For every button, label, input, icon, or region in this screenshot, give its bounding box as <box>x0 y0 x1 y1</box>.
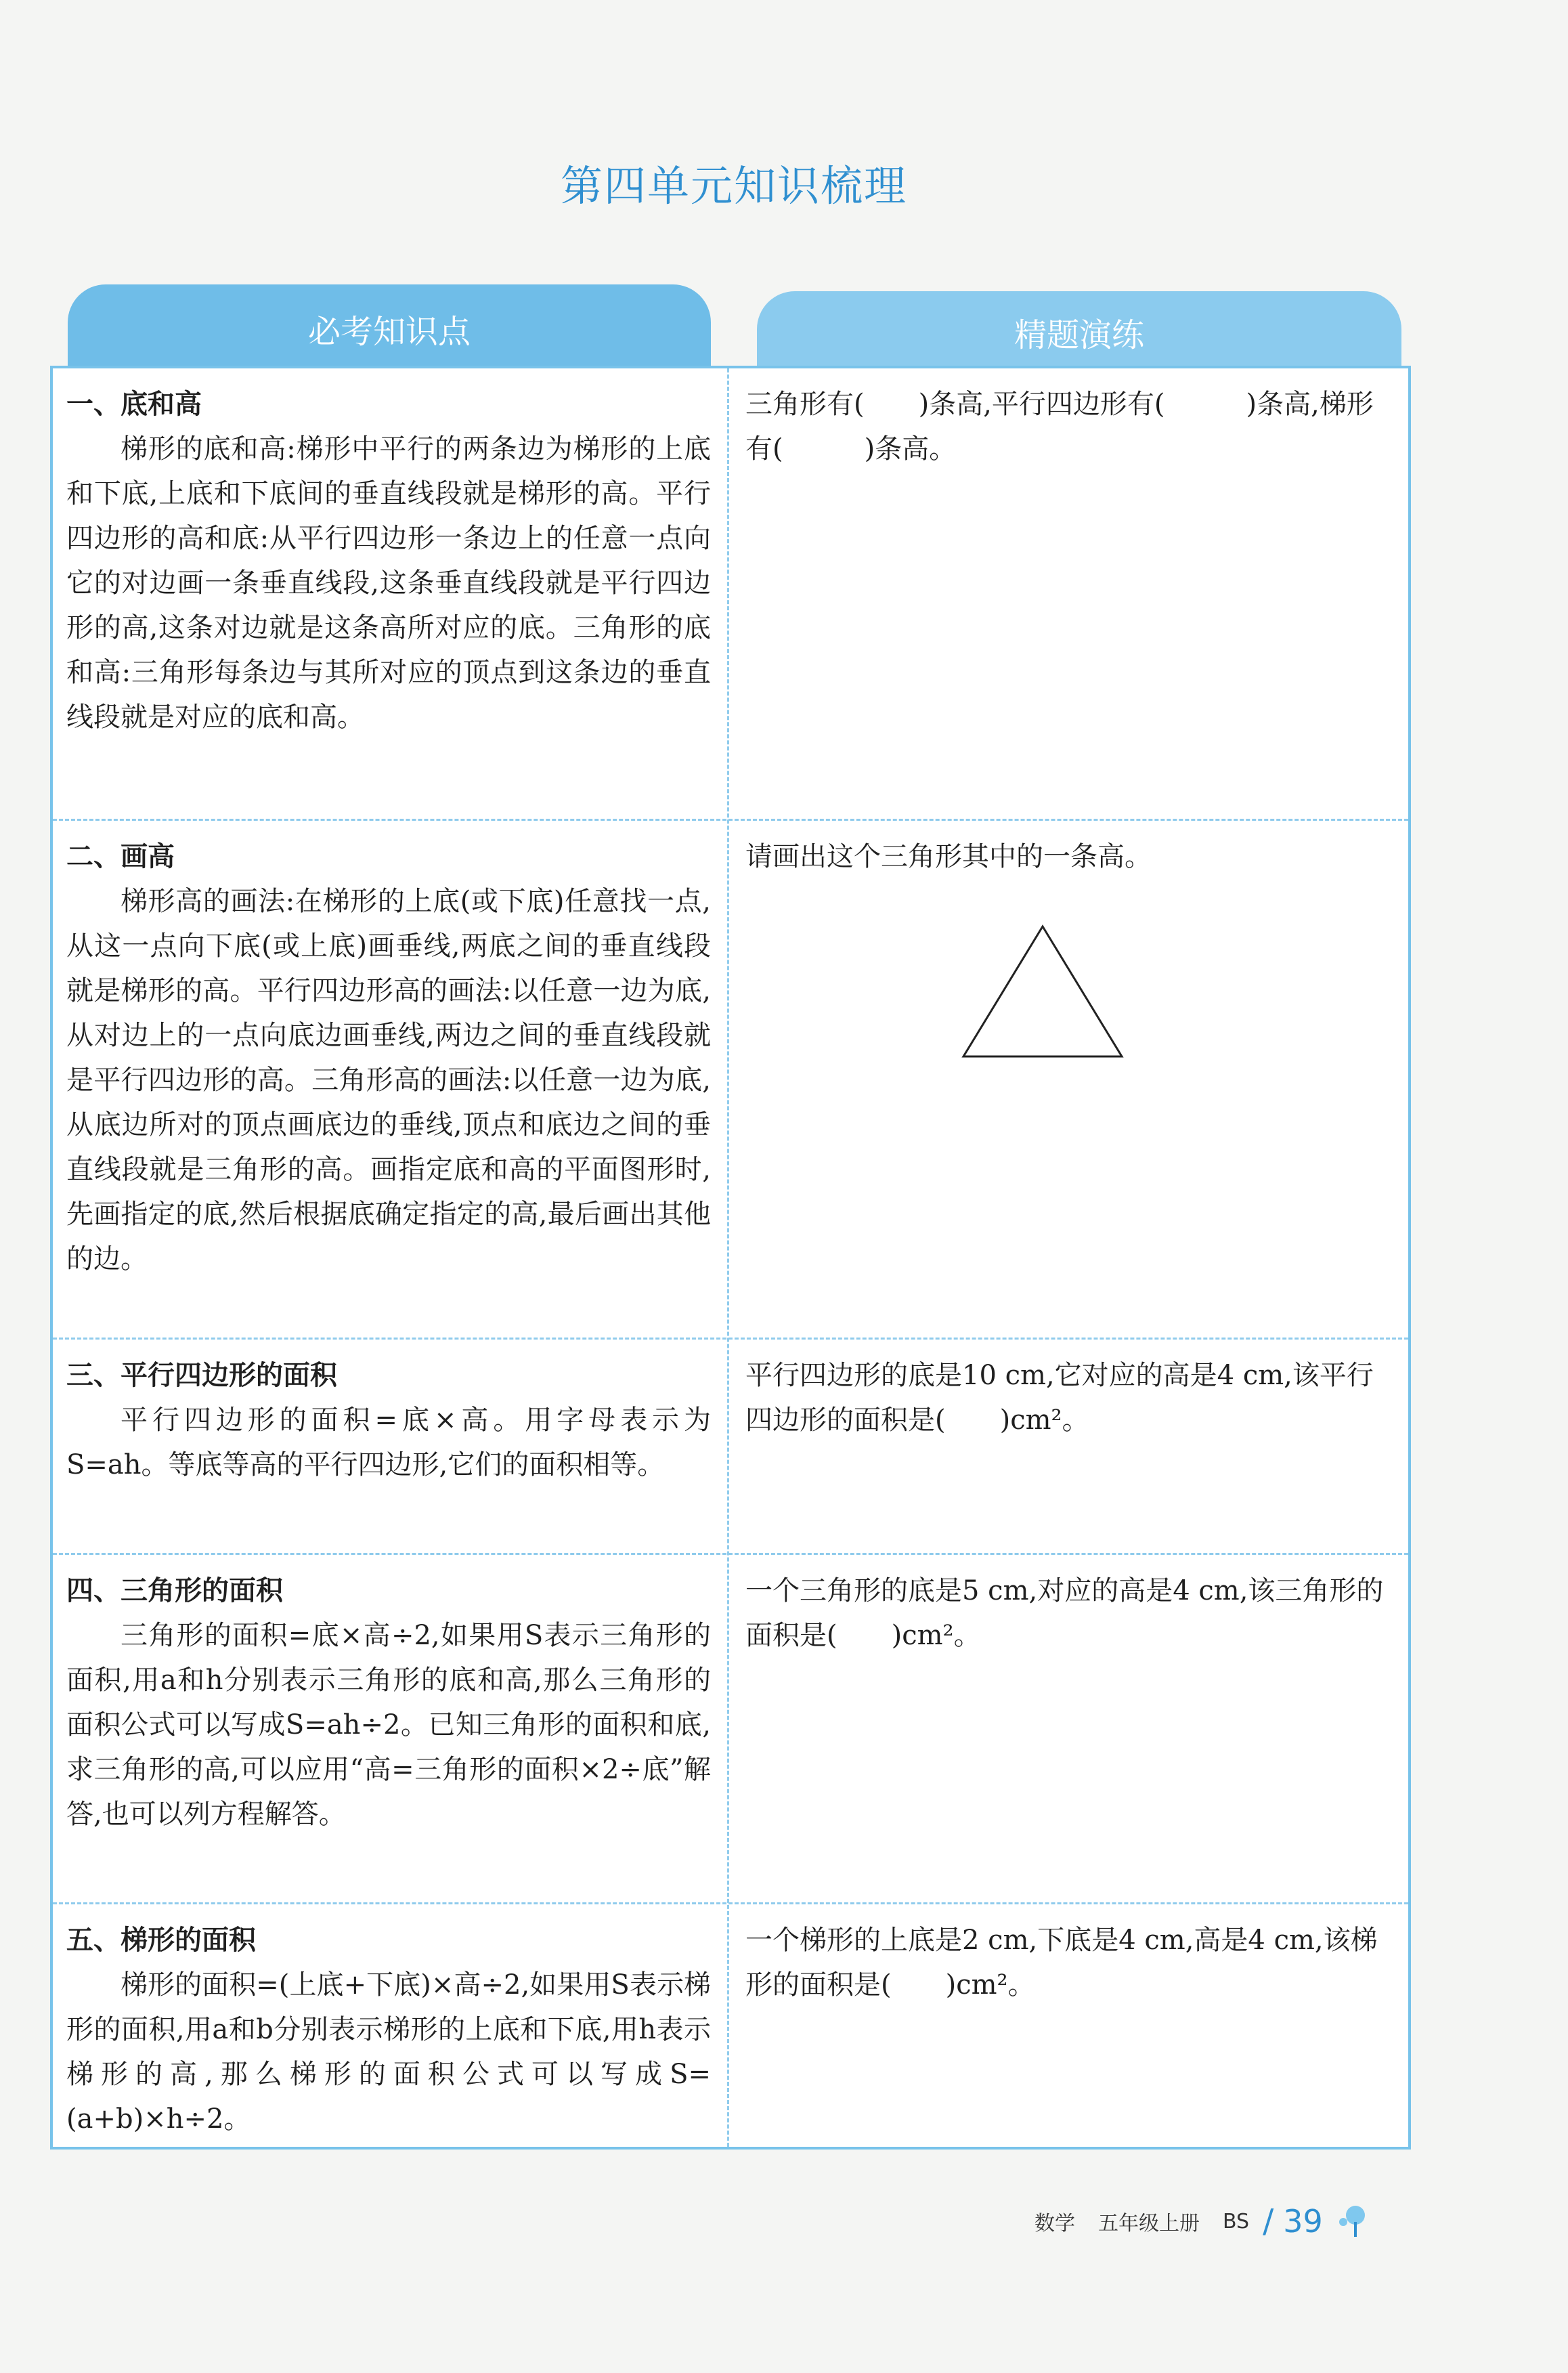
section-title: 四、三角形的面积 <box>66 1575 283 1606</box>
table-row <box>53 1340 1408 1555</box>
section-title: 一、底和高 <box>66 389 202 420</box>
knowledge-table <box>50 366 1411 2150</box>
knowledge-cell <box>53 1340 727 1553</box>
tab-exercises: 精题演练 <box>757 291 1401 372</box>
exercise-text: 请画出这个三角形其中的一条高。 <box>745 841 1152 872</box>
table-row <box>53 821 1408 1340</box>
knowledge-cell <box>53 1904 727 2147</box>
exercise-text: 一个三角形的底是5 cm,对应的高是4 cm,该三角形的面积是( )cm²。 <box>745 1575 1384 1651</box>
section-title: 五、梯形的面积 <box>66 1925 256 1956</box>
page-footer <box>1035 2201 1370 2242</box>
exercise-cell <box>729 1904 1408 2147</box>
exercise-cell <box>729 1340 1408 1553</box>
exercise-cell <box>729 1555 1408 1902</box>
table-row <box>53 1904 1408 2147</box>
page-title: 第四单元知识梳理 <box>560 161 907 211</box>
table-row <box>53 368 1408 821</box>
section-body: 三角形的面积=底×高÷2,如果用S表示三角形的面积,用a和h分别表示三角形的底和高,那么三角形的面积公式可以写成S=ah÷2。已知三角形的面积和底,求三角形的高,可以应用“高=三角形的面积×2÷底”解答,也可以列方程解答。 <box>66 1620 711 1830</box>
section-body: 平行四边形的面积=底×高。用字母表示为S=ah。等底等高的平行四边形,它们的面积相等。 <box>66 1405 711 1480</box>
footer-edition: BS <box>1223 2209 1250 2233</box>
section-body: 梯形的底和高:梯形中平行的两条边为梯形的上底和下底,上底和下底间的垂直线段就是梯形的高。平行四边形的高和底:从平行四边形一条边上的任意一点向它的对边画一条垂直线段,这条垂直线段就是平行四边形的高,这条对边就是这条高所对应的底。三角形的底和高:三角形每条边与其所对应的顶点到这条边的垂直线段就是对应的底和高。 <box>66 433 711 733</box>
section-body: 梯形的面积=(上底+下底)×高÷2,如果用S表示梯形的面积,用a和b分别表示梯形的上底和下底,用h表示梯形的高,那么梯形的面积公式可以写成S=(a+b)×h÷2。 <box>66 1969 711 2135</box>
section-body: 梯形高的画法:在梯形的上底(或下底)任意找一点,从这一点向下底(或上底)画垂线,两底之间的垂直线段就是梯形的高。平行四边形高的画法:以任意一边为底,从对边上的一点向底边画垂线,两边之间的垂直线段就是平行四边形的高。三角形高的画法:以任意一边为底,从底边所对的顶点画底边的垂线,顶点和底边之间的垂直线段就是三角形的高。画指定底和高的平面图形时,先画指定的底,然后根据底确定指定的高,最后画出其他的边。 <box>66 886 711 1275</box>
section-title: 三、平行四边形的面积 <box>66 1360 337 1391</box>
knowledge-cell <box>53 1555 727 1902</box>
knowledge-cell <box>53 821 727 1338</box>
tree-icon <box>1334 2203 1370 2240</box>
table-row <box>53 1555 1408 1904</box>
exercise-text: 一个梯形的上底是2 cm,下底是4 cm,高是4 cm,该梯形的面积是( )cm²。 <box>745 1925 1378 2001</box>
exercise-cell <box>729 368 1408 819</box>
tab-key-points: 必考知识点 <box>68 284 711 372</box>
footer-grade: 五年级上册 <box>1098 2212 1200 2236</box>
footer-slash: / <box>1263 2202 1274 2240</box>
exercise-text: 平行四边形的底是10 cm,它对应的高是4 cm,该平行四边形的面积是( )cm²。 <box>745 1360 1374 1436</box>
section-title: 二、画高 <box>66 841 175 872</box>
exercise-text: 三角形有( )条高,平行四边形有( )条高,梯形有( )条高。 <box>745 389 1374 465</box>
page-number: 39 <box>1283 2203 1323 2240</box>
footer-subject: 数学 <box>1035 2212 1075 2236</box>
knowledge-cell <box>53 368 727 819</box>
triangle-figure <box>958 921 1127 1063</box>
exercise-cell <box>729 821 1408 1338</box>
